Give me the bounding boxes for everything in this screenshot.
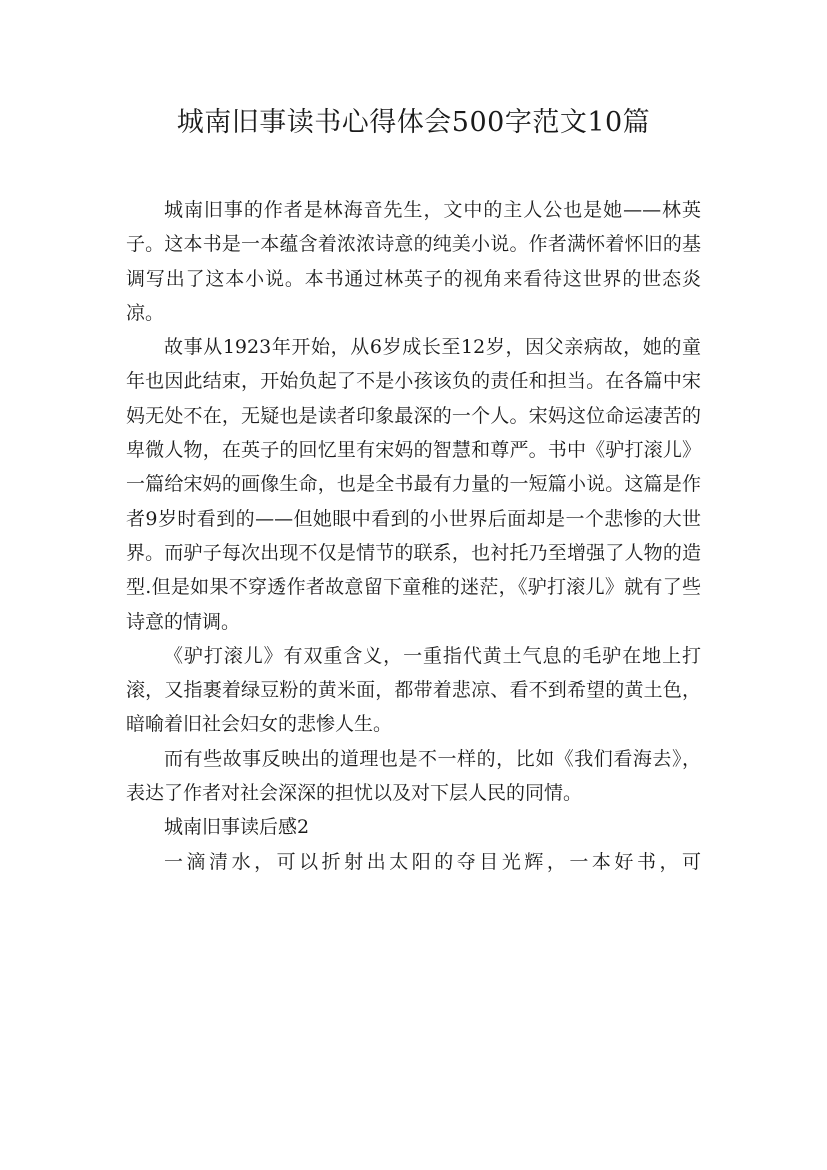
document-body (126, 193, 701, 879)
section-heading: 城南旧事读后感2 (164, 816, 310, 839)
document-title: 城南旧事读书心得体会500字范文10篇 (176, 107, 651, 138)
paragraph: 《驴打滚儿》有双重含义，一重指代黄土气息的毛驴在地上打滚，又指裹着绿豆粉的黄米面，都带着悲凉、看不到希望的黄土色，暗喻着旧社会妇女的悲惨人生。 (126, 644, 701, 736)
paragraph: 故事从1923年开始，从6岁成长至12岁，因父亲病故，她的童年也因此结束，开始负起了不是小孩该负的责任和担当。在各篇中宋妈无处不在，无疑也是读者印象最深的一个人。宋妈这位命运凄苦的卑微人物，在英子的回忆里有宋妈的智慧和尊严。书中《驴打滚儿》一篇给宋妈的画像生命，也是全书最有力量的一短篇小说。这篇是作者9岁时看到的——但她眼中看到的小世界后面却是一个悲惨的大世界。而驴子每次出现不仅是情节的联系，也衬托乃至增强了人物的造型.但是如果不穿透作者故意留下童稚的迷茫，《驴打滚儿》就有了些诗意的情调。 (126, 336, 701, 633)
paragraph: 城南旧事的作者是林海音先生，文中的主人公也是她——林英子。这本书是一本蕴含着浓浓诗意的纯美小说。作者满怀着怀旧的基调写出了这本小说。本书通过林英子的视角来看待这世界的世态炎凉。 (126, 199, 701, 324)
paragraph: 而有些故事反映出的道理也是不一样的，比如《我们看海去》，表达了作者对社会深深的担忧以及对下层人民的同情。 (126, 747, 701, 805)
paragraph: 一滴清水，可以折射出太阳的夺目光辉，一本好书，可 (164, 850, 701, 873)
